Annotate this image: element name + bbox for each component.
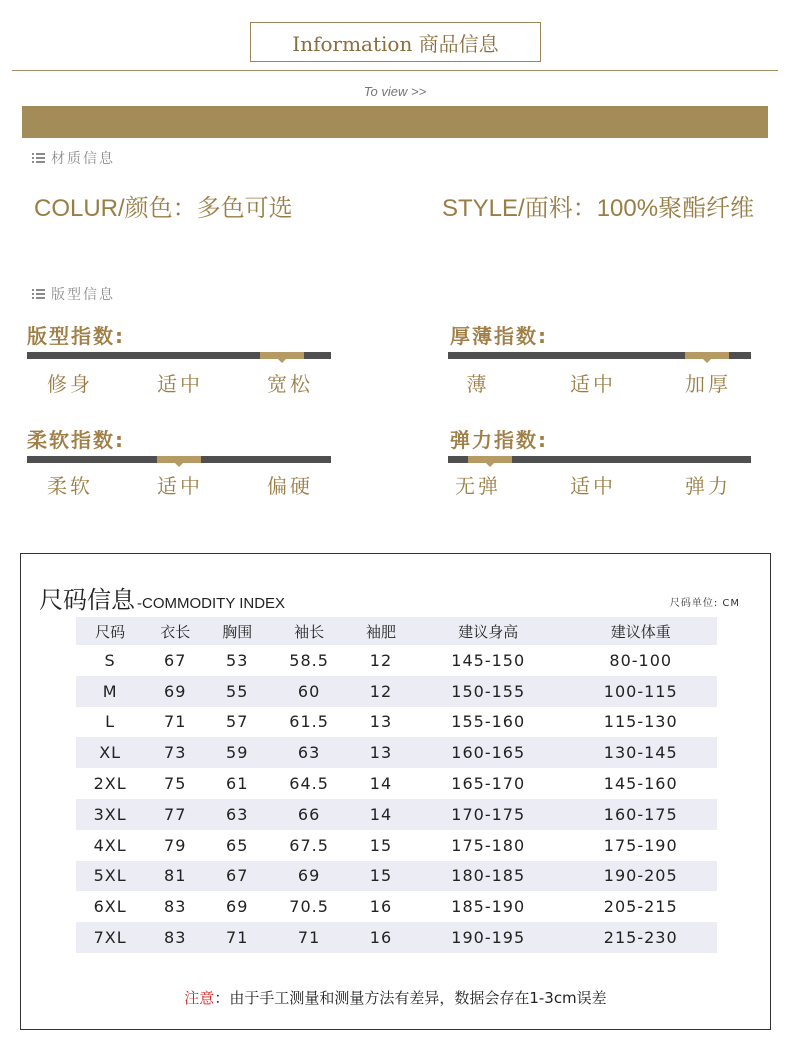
elasticity-option: 无弹 xyxy=(455,474,501,498)
thickness-option: 加厚 xyxy=(685,372,731,396)
table-cell: 67 xyxy=(206,861,268,892)
table-cell: 67 xyxy=(164,650,187,670)
table-cell: 160-175 xyxy=(564,799,717,830)
fit-index-options xyxy=(15,368,345,397)
table-cell: 16 xyxy=(350,922,412,953)
elasticity-index-marker xyxy=(468,456,512,463)
table-cell: 67.5 xyxy=(289,835,329,855)
table-cell: S xyxy=(104,650,116,670)
elasticity-index-bar xyxy=(448,456,751,463)
table-cell: 71 xyxy=(268,922,350,953)
table-cell: 170-175 xyxy=(412,799,564,830)
table-cell: 115-130 xyxy=(603,712,678,732)
elasticity-option: 弹力 xyxy=(685,474,731,498)
fit-option: 适中 xyxy=(157,372,203,396)
size-table-header xyxy=(76,617,717,645)
size-chart-panel xyxy=(20,553,771,1030)
table-cell: 63 xyxy=(268,737,350,768)
table-cell: 13 xyxy=(350,737,412,768)
table-cell: 175-180 xyxy=(451,835,526,855)
table-cell: 15 xyxy=(350,861,412,892)
table-cell: 80-100 xyxy=(609,650,673,670)
table-cell: 73 xyxy=(144,737,206,768)
table-row xyxy=(76,707,717,738)
table-cell: 7XL xyxy=(76,922,144,953)
fit-section-label xyxy=(32,284,115,304)
table-cell: 100-115 xyxy=(564,676,717,707)
colour-attribute: COLUR/颜色：多色可选 xyxy=(34,195,293,222)
table-row xyxy=(76,830,717,861)
size-unit-label: 尺码单位: CM xyxy=(669,598,740,609)
fit-index-bar xyxy=(27,352,331,359)
table-cell: 63 xyxy=(206,799,268,830)
table-cell: 190-205 xyxy=(564,861,717,892)
header-cell: 袖肥 xyxy=(350,617,412,645)
table-cell: 165-170 xyxy=(451,774,526,794)
table-cell: 14 xyxy=(350,799,412,830)
measurement-note xyxy=(21,987,770,1008)
size-table xyxy=(76,617,717,953)
table-cell: 79 xyxy=(164,835,187,855)
table-cell: XL xyxy=(76,737,144,768)
header-cell: 建议体重 xyxy=(564,617,717,645)
table-cell: 69 xyxy=(268,861,350,892)
header-cell: 胸围 xyxy=(206,617,268,645)
table-cell: 145-160 xyxy=(603,774,678,794)
thickness-option: 薄 xyxy=(466,372,490,396)
table-cell: 16 xyxy=(369,897,393,917)
table-cell: 12 xyxy=(350,676,412,707)
elasticity-option: 适中 xyxy=(570,474,616,498)
table-cell: 180-185 xyxy=(412,861,564,892)
fit-section-text: 版型信息 xyxy=(51,287,115,303)
table-cell: 14 xyxy=(369,774,393,794)
table-cell: 4XL xyxy=(93,835,127,855)
note-text: ：由于手工测量和测量方法有差异，数据会存在1-3cm误差 xyxy=(214,989,607,1007)
fit-option: 宽松 xyxy=(267,372,313,396)
table-cell: 66 xyxy=(268,799,350,830)
table-cell: L xyxy=(105,712,116,732)
table-cell: 69 xyxy=(226,897,249,917)
softness-index-marker xyxy=(157,456,201,463)
header-cell: 衣长 xyxy=(144,617,206,645)
note-label: 注意 xyxy=(184,989,215,1007)
table-cell: 57 xyxy=(226,712,249,732)
thickness-index-marker xyxy=(685,352,729,359)
table-cell: 175-190 xyxy=(603,835,678,855)
table-cell: 64.5 xyxy=(289,774,329,794)
table-cell: 81 xyxy=(144,861,206,892)
table-cell: 70.5 xyxy=(289,897,329,917)
table-cell: 3XL xyxy=(76,799,144,830)
material-section-text: 材质信息 xyxy=(51,151,115,167)
table-cell: 12 xyxy=(369,650,393,670)
softness-option: 适中 xyxy=(157,474,203,498)
header-cell: 建议身高 xyxy=(412,617,564,645)
table-row xyxy=(76,768,717,799)
table-cell: 61 xyxy=(226,774,249,794)
material-section-label xyxy=(32,148,115,168)
table-cell: 215-230 xyxy=(564,922,717,953)
table-cell: 59 xyxy=(206,737,268,768)
softness-option: 柔软 xyxy=(47,474,93,498)
page-title: Information 商品信息 xyxy=(250,22,541,62)
table-cell: 71 xyxy=(206,922,268,953)
fit-option: 修身 xyxy=(47,372,93,396)
table-cell: 77 xyxy=(144,799,206,830)
table-cell: 61.5 xyxy=(289,712,329,732)
fit-index-marker xyxy=(260,352,304,359)
table-row xyxy=(76,799,717,830)
table-cell: 83 xyxy=(164,897,187,917)
table-cell: 130-145 xyxy=(564,737,717,768)
thickness-index-options xyxy=(423,368,763,397)
table-cell: 53 xyxy=(226,650,249,670)
table-cell: 150-155 xyxy=(412,676,564,707)
thickness-index-bar xyxy=(448,352,751,359)
table-row xyxy=(76,922,717,953)
table-cell: 155-160 xyxy=(451,712,526,732)
table-cell: 60 xyxy=(268,676,350,707)
table-cell: 75 xyxy=(164,774,187,794)
table-cell: 160-165 xyxy=(412,737,564,768)
header-cell: 尺码 xyxy=(76,617,144,645)
table-cell: 190-195 xyxy=(412,922,564,953)
table-row xyxy=(76,737,717,768)
table-cell: 6XL xyxy=(93,897,127,917)
softness-index-title: 柔软指数: xyxy=(27,428,125,452)
table-cell: M xyxy=(76,676,144,707)
table-cell: 15 xyxy=(369,835,393,855)
style-attribute: STYLE/面料：100%聚酯纤维 xyxy=(442,195,755,222)
table-row xyxy=(76,861,717,892)
fit-index-title: 版型指数: xyxy=(27,324,125,348)
elasticity-index-options xyxy=(423,470,763,499)
table-row xyxy=(76,891,717,922)
table-cell: 71 xyxy=(164,712,187,732)
softness-option: 偏硬 xyxy=(267,474,313,498)
softness-index-bar xyxy=(27,456,331,463)
list-icon xyxy=(32,153,45,163)
thickness-index-title: 厚薄指数: xyxy=(450,324,548,348)
title-divider xyxy=(12,70,778,71)
size-chart-heading xyxy=(39,580,285,615)
softness-index-options xyxy=(15,470,345,499)
table-row xyxy=(76,645,717,676)
table-cell: 145-150 xyxy=(451,650,526,670)
size-chart-subtitle: -COMMODITY INDEX xyxy=(137,595,286,612)
elasticity-index-title: 弹力指数: xyxy=(450,428,548,452)
table-cell: 69 xyxy=(144,676,206,707)
table-cell: 83 xyxy=(144,922,206,953)
table-cell: 58.5 xyxy=(289,650,329,670)
table-cell: 185-190 xyxy=(451,897,526,917)
thickness-option: 适中 xyxy=(570,372,616,396)
table-cell: 2XL xyxy=(93,774,127,794)
table-cell: 205-215 xyxy=(603,897,678,917)
table-cell: 5XL xyxy=(76,861,144,892)
size-chart-title: 尺码信息 xyxy=(39,587,135,614)
to-view-link[interactable]: To view >> xyxy=(363,84,427,99)
table-cell: 65 xyxy=(226,835,249,855)
header-cell: 袖长 xyxy=(268,617,350,645)
table-cell: 13 xyxy=(369,712,393,732)
table-row xyxy=(76,676,717,707)
gold-banner xyxy=(22,106,768,138)
list-icon xyxy=(32,289,45,299)
table-cell: 55 xyxy=(206,676,268,707)
